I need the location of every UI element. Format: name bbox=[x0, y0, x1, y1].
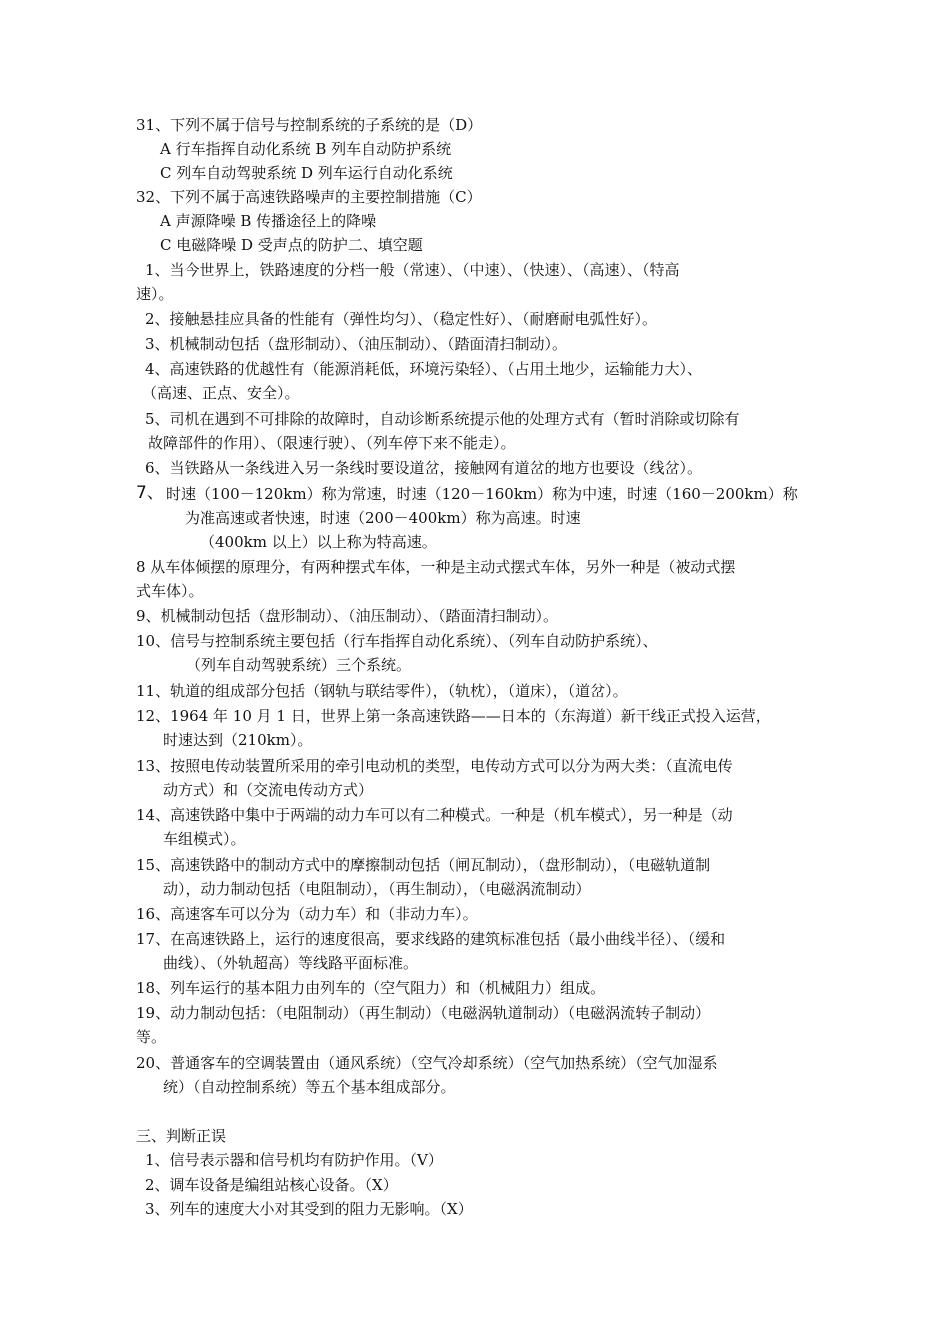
judgement-2: 2、调车设备是编组站核心设备。（X） bbox=[145, 1176, 398, 1194]
fill-14-line-1: 14、高速铁路中集中于两端的动力车可以有二种模式。一种是（机车模式），另一种是（动 bbox=[136, 806, 733, 824]
fill-4-line-2: （高速、正点、安全）。 bbox=[142, 384, 300, 402]
fill-5-line-1: 5、司机在遇到不可排除的故障时，自动诊断系统提示他的处理方式有（暂时消除或切除有 bbox=[145, 410, 740, 428]
fill-7-line-2: 为准高速或者快速，时速（200－400km）称为高速。时速 bbox=[185, 509, 581, 527]
fill-10-line-1: 10、信号与控制系统主要包括（行车指挥自动化系统）、（列车自动防护系统）、 bbox=[136, 632, 658, 650]
fill-13-line-1: 13、按照电传动装置所采用的牵引电动机的类型，电传动方式可以分为两大类：（直流电传 bbox=[136, 757, 733, 775]
fill-17-line-2: 曲线）、（外轨超高）等线路平面标准。 bbox=[163, 954, 419, 972]
judgement-1: 1、信号表示器和信号机均有防护作用。（V） bbox=[145, 1151, 443, 1169]
fill-18: 18、列车运行的基本阻力由列车的（空气阻力）和（机械阻力）组成。 bbox=[136, 979, 606, 997]
fill-15-line-2: 动），动力制动包括（电阻制动），（再生制动），（电磁涡流制动） bbox=[163, 880, 591, 898]
fill-12-line-2: 时速达到（210km）。 bbox=[163, 731, 313, 749]
fill-4-line-1: 4、高速铁路的优越性有（能源消耗低，环境污染轻）、（占用土地少，运输能力大）、 bbox=[145, 360, 703, 378]
fill-19-line-2: 等。 bbox=[136, 1028, 167, 1046]
fill-9: 9、机械制动包括（盘形制动）、（油压制动）、（踏面清扫制动）。 bbox=[136, 607, 559, 625]
fill-7-line-1: 时速（100－120km）称为常速，时速（120－160km）称为中速，时速（160－200km）称 bbox=[166, 485, 798, 503]
fill-1-line-1: 1、当今世界上，铁路速度的分档一般（常速）、（中速）、（快速）、（高速）、（特高 bbox=[145, 261, 680, 279]
fill-3: 3、机械制动包括（盘形制动）、（油压制动）、（踏面清扫制动）。 bbox=[145, 335, 568, 353]
fill-16: 16、高速客车可以分为（动力车）和（非动力车）。 bbox=[136, 905, 478, 923]
question-31-options-cd: C 列车自动驾驶系统 D 列车运行自动化系统 bbox=[160, 164, 453, 182]
question-32-options-ab: A 声源降噪 B 传播途径上的降噪 bbox=[160, 212, 377, 230]
fill-20-line-2: 统）（自动控制系统）等五个基本组成部分。 bbox=[163, 1078, 456, 1096]
fill-19-line-1: 19、动力制动包括：（电阻制动）（再生制动）（电磁涡轨道制动）（电磁涡流转子制动） bbox=[136, 1004, 711, 1022]
question-32: 32、下列不属于高速铁路噪声的主要控制措施（C） bbox=[136, 188, 482, 206]
question-31-options-ab: A 行车指挥自动化系统 B 列车自动防护系统 bbox=[160, 140, 452, 158]
fill-14-line-2: 车组模式）。 bbox=[163, 830, 246, 848]
question-32-options-cd: C 电磁降噪 D 受声点的防护二、填空题 bbox=[160, 236, 423, 254]
fill-8-line-2: 式车体）。 bbox=[136, 582, 204, 600]
fill-1-line-2: 速）。 bbox=[136, 285, 174, 303]
fill-7-line-3: （400km 以上）以上称为特高速。 bbox=[200, 533, 437, 551]
fill-17-line-1: 17、在高速铁路上，运行的速度很高，要求线路的建筑标准包括（最小曲线半径）、（缓和 bbox=[136, 930, 726, 948]
fill-10-line-2: （列车自动驾驶系统）三个系统。 bbox=[186, 656, 412, 674]
fill-7-number: 7、 bbox=[136, 483, 164, 503]
fill-15-line-1: 15、高速铁路中的制动方式中的摩擦制动包括（闸瓦制动），（盘形制动），（电磁轨道制 bbox=[136, 856, 711, 874]
fill-6: 6、当铁路从一条线进入另一条线时要设道岔，接触网有道岔的地方也要设（线岔）。 bbox=[145, 459, 703, 477]
judgement-3: 3、列车的速度大小对其受到的阻力无影响。（X） bbox=[145, 1200, 473, 1218]
fill-5-line-2: 故障部件的作用）、（限速行驶）、（列车停下来不能走）。 bbox=[148, 434, 516, 452]
question-31: 31、下列不属于信号与控制系统的子系统的是（D） bbox=[136, 116, 483, 134]
fill-20-line-1: 20、普通客车的空调装置由（通风系统）（空气冷却系统）（空气加热系统）（空气加湿系 bbox=[136, 1054, 718, 1072]
fill-11: 11、轨道的组成部分包括（钢轨与联结零件），（轨枕），（道床），（道岔）。 bbox=[136, 682, 628, 700]
fill-2: 2、接触悬挂应具备的性能有（弹性均匀）、（稳定性好）、（耐磨耐电弧性好）。 bbox=[145, 310, 658, 328]
fill-12-line-1: 12、1964 年 10 月 1 日，世界上第一条高速铁路——日本的（东海道）新干线正式投入运营， bbox=[136, 707, 771, 725]
fill-8-line-1: 8 从车体倾摆的原理分，有两种摆式车体，一种是主动式摆式车体，另外一种是（被动式摆 bbox=[136, 558, 736, 576]
fill-13-line-2: 动方式）和（交流电传动方式） bbox=[163, 781, 374, 799]
section-heading-judgement: 三、判断正误 bbox=[136, 1127, 227, 1145]
